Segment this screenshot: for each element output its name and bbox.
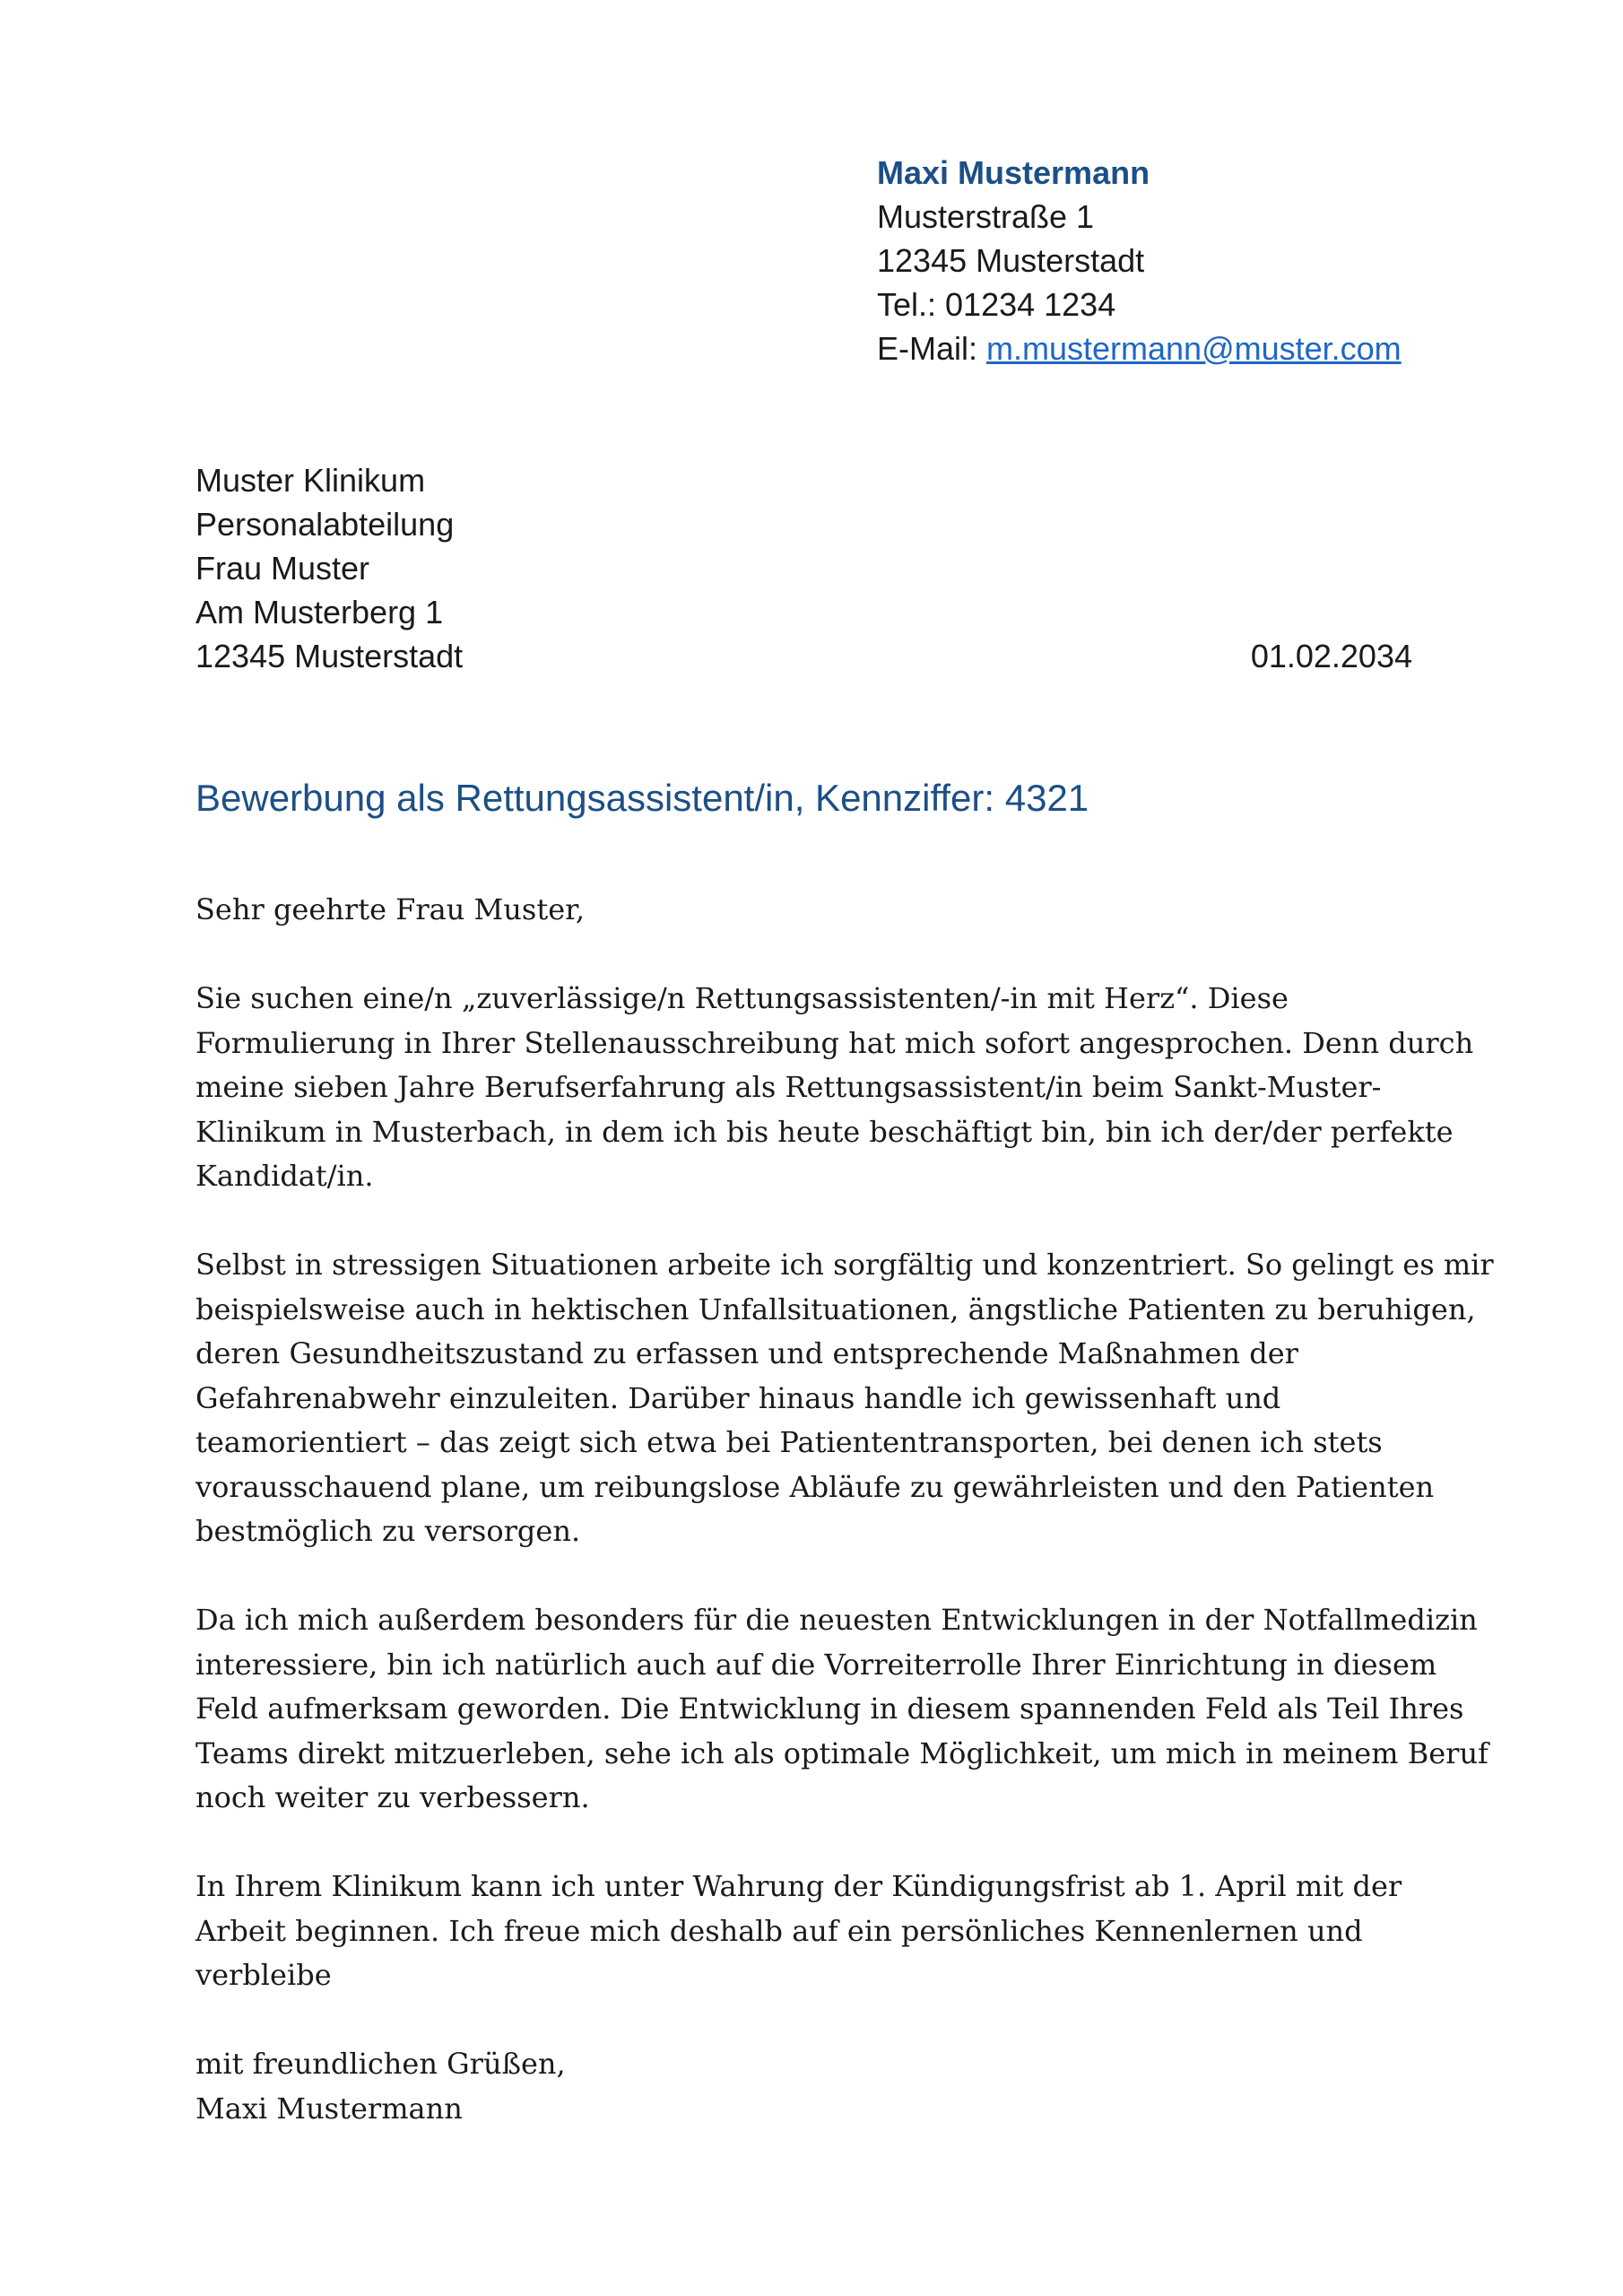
text-line: Feld aufmerksam geworden. Die Entwicklung in diesem spannenden Feld als Teil Ihres [195, 1692, 1464, 1726]
text-line: Teams direkt mitzuerleben, sehe ich als optimale Möglichkeit, um mich in meinem Beruf [195, 1735, 1488, 1770]
closing-block [195, 2042, 1433, 2131]
salutation: Sehr geehrte Frau Muster, [195, 892, 586, 926]
text-line: Klinikum in Musterbach, in dem ich bis heute beschäftigt bin, bin ich der/der perfekte [195, 1114, 1454, 1149]
text-line: verbleibe [195, 1958, 332, 1992]
letter-subject: Bewerbung als Rettungsassistent/in, Kennziffer: 4321 [195, 777, 1089, 819]
letter-body [195, 888, 1494, 2131]
text-line: deren Gesundheitszustand zu erfassen und entsprechende Maßnahmen der [195, 1336, 1298, 1370]
text-line: Selbst in stressigen Situationen arbeite ich sorgfältig und konzentriert. So gelingt es mir [195, 1248, 1494, 1282]
recipient-city: 12345 Musterstadt [195, 638, 464, 674]
recipient-street: Am Musterberg 1 [195, 594, 444, 631]
text-line: Arbeit beginnen. Ich freue mich deshalb auf ein persönliches Kennenlernen und [195, 1913, 1363, 1948]
sender-street: Musterstraße 1 [877, 198, 1095, 235]
text-line: meine sieben Jahre Berufserfahrung als Rettungsassistent/in beim Sankt-Muster- [195, 1070, 1382, 1104]
text-line: Kandidat/in. [195, 1159, 374, 1193]
text-line: interessiere, bin ich natürlich auch auf die Vorreiterrolle Ihrer Einrichtung in diesem [195, 1647, 1437, 1682]
recipient-department: Personalabteilung [195, 506, 455, 543]
letter-date: 01.02.2034 [1250, 638, 1412, 674]
text-line: In Ihrem Klinikum kann ich unter Wahrung der Kündigungsfrist ab 1. April mit der [195, 1869, 1402, 1903]
text-line: teamorientiert – das zeigt sich etwa bei Patiententransporten, bei denen ich stets [195, 1425, 1383, 1459]
sender-city: 12345 Musterstadt [877, 242, 1145, 279]
paragraph-4 [195, 1865, 1433, 1998]
paragraph-3 [195, 1598, 1488, 1821]
sender-email-line [877, 326, 1402, 370]
recipient-company: Muster Klinikum [195, 462, 426, 499]
signature-name: Maxi Mustermann [195, 2091, 463, 2126]
text-line: Formulierung in Ihrer Stellenausschreibung hat mich sofort angesprochen. Denn durch [195, 1025, 1474, 1060]
text-line: Gefahrenabwehr einzuleiten. Darüber hinaus handle ich gewissenhaft und [195, 1380, 1281, 1415]
recipient-address-block [195, 458, 463, 678]
paragraph-1 [195, 977, 1474, 1199]
sender-email-label: E-Mail: [877, 330, 987, 367]
text-line: Sie suchen eine/n „zuverlässige/n Rettungsassistenten/-in mit Herz“. Diese [195, 981, 1289, 1015]
sender-name: Maxi Mustermann [877, 154, 1150, 191]
text-line: bestmöglich zu versorgen. [195, 1514, 581, 1548]
text-line: beispielsweise auch in hektischen Unfallsituationen, ängstliche Patienten zu beruhigen, [195, 1292, 1476, 1326]
closing-phrase: mit freundlichen Grüßen, [195, 2047, 566, 2081]
text-line: vorausschauend plane, um reibungslose Abläufe zu gewährleisten und den Patienten [195, 1469, 1435, 1504]
paragraph-2 [195, 1243, 1494, 1554]
sender-phone: Tel.: 01234 1234 [877, 286, 1116, 323]
sender-email-link[interactable]: m.mustermann@muster.com [986, 330, 1402, 367]
text-line: noch weiter zu verbessern. [195, 1780, 590, 1814]
text-line: Da ich mich außerdem besonders für die neuesten Entwicklungen in der Notfallmedizin [195, 1603, 1478, 1637]
sender-address-block [877, 151, 1402, 370]
recipient-contact: Frau Muster [195, 550, 370, 587]
